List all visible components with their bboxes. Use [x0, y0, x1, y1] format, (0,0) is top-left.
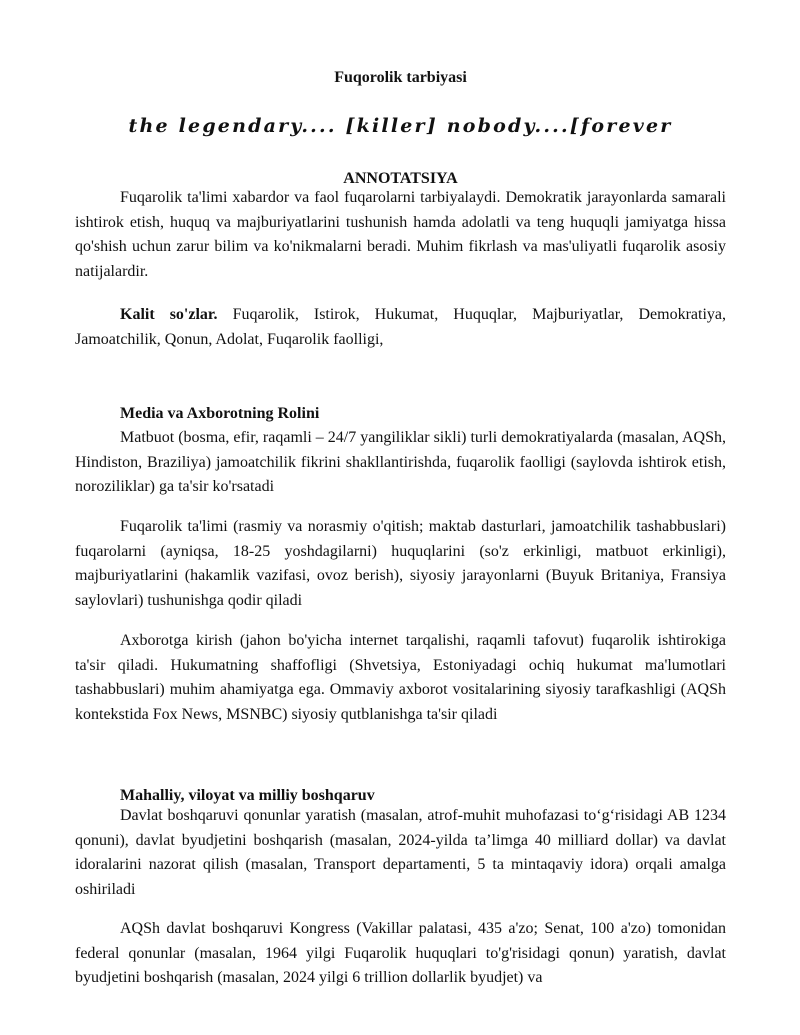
section1-paragraph-3: Axborotga kirish (jahon bo'yicha internet tarqalishi, raqamli tafovut) fuqarolik ishtirokiga ta'sir qiladi. Hukumatning shaffofligi (Shvetsiya, Estoniyadagi ochiq hukumat ma'lumotlari tashabbuslari) muhim ahamiyatga ega. Ommaviy axborot vositalarining siyosiy tarafkashligi (AQSh kontekstida Fox News, MSNBC) siyosiy qutblanishga ta'sir qiladi — [75, 632, 726, 723]
keywords-text: Fuqarolik, Istirok, Hukumat, Huquqlar, Majburiyatlar, Demokratiya, Jamoatchilik, Qonun, Adolat, Fuqarolik faolligi, — [75, 306, 726, 348]
section2-paragraph-1: Davlat boshqaruvi qonunlar yaratish (masalan, atrof-muhit muhofazasi to‘g‘risidagi AB 1234 qonuni), davlat byudjetini boshqarish (masalan, 2024-yilda ta’limga 40 milliard dollar) va davlat idoralarini nazorat qilish (masalan, Transport departamenti, 5 ta mintaqaviy idora) orqali amalga oshiriladi — [75, 807, 726, 898]
keywords-label: Kalit so'zlar. — [120, 306, 218, 323]
document-title: Fuqorolik tarbiyasi — [334, 69, 467, 86]
document-subtitle: the legendary.... [killer] nobody....[forever — [128, 115, 673, 137]
section1-paragraph-2: Fuqarolik ta'limi (rasmiy va norasmiy o'qitish; maktab dasturlari, jamoatchilik tashabbuslari) fuqarolarni (ayniqsa, 18-25 yoshdagilarni) huquqlarini (so'z erkinligi, matbuot erkinligi), majburiyatlarini (hakamlik vazifasi, ovoz berish), siyosiy jarayonlarni (Buyuk Britaniya, Fransiya saylovlari) tushunishga qodir qiladi — [75, 518, 726, 609]
section-heading-governance: Mahalliy, viloyat va milliy boshqaruv — [120, 787, 375, 804]
section1-paragraph-1: Matbuot (bosma, efir, raqamli – 24/7 yangiliklar sikli) turli demokratiyalarda (masalan, AQSh, Hindiston, Braziliya) jamoatchilik fikrini shakllantirishda, fuqarolik faolligi (saylovda ishtirok etish, noroziliklar) ga ta'sir ko'rsatadi — [75, 429, 726, 495]
annotation-paragraph: Fuqarolik ta'limi xabardor va faol fuqarolarni tarbiyalaydi. Demokratik jarayonlarda samarali ishtirok etish, huquq va majburiyatlarini tushunish hamda adolatli va teng huquqli jamiyatga hissa qo'shish uchun zarur bilim va ko'nikmalarni beradi. Muhim fikrlash va mas'uliyatli fuqarolik asosiy natijalardir. — [75, 189, 726, 280]
annotation-heading: ANNOTATSIYA — [343, 170, 458, 187]
keywords-paragraph — [75, 303, 726, 352]
section-heading-media: Media va Axborotning Rolini — [120, 405, 320, 422]
section2-paragraph-2: AQSh davlat boshqaruvi Kongress (Vakillar palatasi, 435 a'zo; Senat, 100 a'zo) tomonidan federal qonunlar (masalan, 1964 yilgi Fuqarolik huquqlari to'g'risidagi qonun) yaratish, davlat byudjetini boshqarish (masalan, 2024 yilgi 6 trillion dollarlik byudjet) va — [75, 920, 726, 986]
